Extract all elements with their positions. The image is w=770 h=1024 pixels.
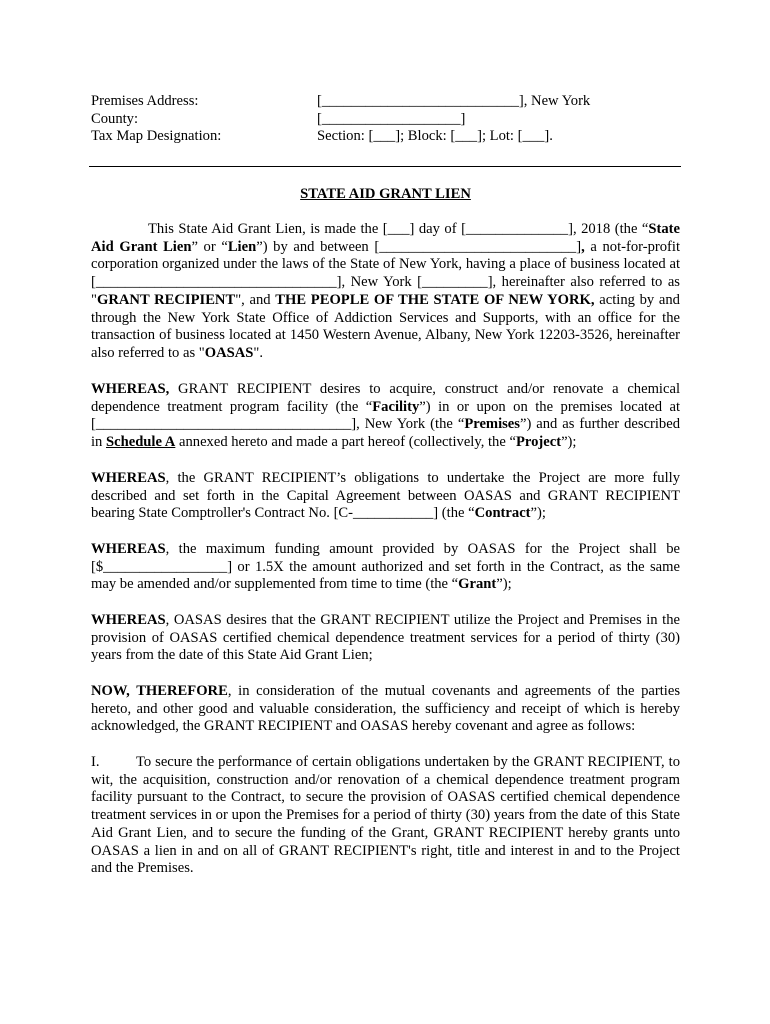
whereas-paragraph-services <box>91 612 680 665</box>
section-one-paragraph <box>91 754 680 878</box>
p3-bold-1: WHEREAS <box>91 470 166 486</box>
p5-bold-1: WHEREAS <box>91 612 166 628</box>
intro-paragraph <box>91 221 680 363</box>
county-row <box>91 111 590 129</box>
p4-bold-2: Grant <box>458 576 497 593</box>
p1-text-7: ". <box>253 344 264 361</box>
p3-text-1: , the GRANT RECIPIENT’s obligations to undertake the Project are more fully described and set forth in the Capital Agreement between OASAS and GRANT RECIPIENT bearing State Comptroller's Contract No. [C-___________] (the “ <box>91 470 680 522</box>
p4-bold-1: WHEREAS <box>91 541 166 557</box>
p3-bold-2: Contract <box>474 505 531 522</box>
taxmap-row <box>91 128 590 146</box>
p1-text-2: ” or “ <box>191 238 228 255</box>
p6-bold-1: NOW, THEREFORE <box>91 683 228 699</box>
whereas-paragraph-grant <box>91 541 680 594</box>
section-number: I. <box>91 754 100 770</box>
p5-text-1: , OASAS desires that the GRANT RECIPIENT utilize the Project and Premises in the provision of OASAS certified chemical dependence treatment services for a period of thirty (30) years from the date of this State Aid Grant Lien; <box>91 612 680 664</box>
county-label: County: <box>91 110 139 127</box>
header-divider <box>89 166 681 167</box>
p2-bold-3: Premises <box>464 416 520 433</box>
p3-text-2: ”); <box>530 505 546 522</box>
p2-bold-4: Project <box>515 434 562 451</box>
p7-text-1: To secure the performance of certain obligations undertaken by the GRANT RECIPIENT, to wit, the acquisition, construction and/or renovation of a chemical dependence treatment program facility pursuant to the Contract, to secure the provision of OASAS certified chemical dependence treatment services in or upon the Premises for a period of thirty (30) years from the date of this State Aid Grant Lien, and to secure the funding of the Grant, GRANT RECIPIENT hereby grants unto OASAS a lien in and on all of GRANT RECIPIENT's right, title and interest in and to the Project and the Premises. <box>91 754 680 877</box>
p1-bold-4: GRANT RECIPIENT <box>96 291 236 308</box>
p4-text-2: ”); <box>496 576 512 593</box>
p1-text-3: ”) by and between [___________________________] <box>256 238 582 255</box>
p4-text-1: , the maximum funding amount provided by OASAS for the Project shall be [$_________________] or 1.5X the amount authorized and set forth in the Contract, as the same may be amended and/or supplemented from time to time (the “ <box>91 541 680 593</box>
p2-text-1: GRANT RECIPIENT desires to acquire, construct and/or renovate a chemical dependence treatment program facility (the “ <box>91 381 680 415</box>
now-therefore-paragraph <box>91 683 680 736</box>
whereas-paragraph-facility <box>91 381 680 452</box>
p1-text-1: This State Aid Grant Lien, is made the [___] day of [______________], 2018 (the “ <box>148 221 649 237</box>
p6-text-1: , in consideration of the mutual covenants and agreements of the parties hereto, and other good and valuable consideration, the sufficiency and receipt of which is hereby acknowledged, the GRANT RECIPIENT and OASAS hereby covenant and agree as follows: <box>91 683 681 735</box>
premises-row <box>91 93 590 111</box>
taxmap-label: Tax Map Designation: <box>91 128 222 145</box>
document-title: STATE AID GRANT LIEN <box>300 186 471 202</box>
p1-text-6: acting by and through the New York State Office of Addiction Services and Supports, with an office for the transaction of business located at 1450 Western Avenue, Albany, New York 12203-3526, hereinafter also referred to as " <box>91 291 680 361</box>
p1-text-5: ", and <box>235 291 276 308</box>
p2-text-2: ”) in or upon on the premises located at [___________________________________], New York (the “ <box>91 398 681 433</box>
p1-bold-6: OASAS <box>204 344 254 361</box>
p2-bold-1: WHEREAS, <box>91 381 170 397</box>
taxmap-value: Section: [___]; Block: [___]; Lot: [___]. <box>317 128 553 145</box>
p1-bold-1: State Aid Grant Lien <box>91 221 680 255</box>
p2-text-4: annexed hereto and made a part hereof (collectively, the “ <box>175 434 516 451</box>
p2-bold-2: Facility <box>372 398 420 415</box>
property-header <box>91 93 590 146</box>
p1-text-4: a not-for-profit corporation organized under the laws of the State of New York, having a place of business located at [_________________________________], New York [_________], hereinafter also referred to as " <box>91 238 680 308</box>
p1-bold-5: THE PEOPLE OF THE STATE OF NEW YORK, <box>275 291 595 308</box>
p2-text-5: ”); <box>561 434 577 451</box>
schedule-a-reference: Schedule A <box>106 434 176 451</box>
whereas-paragraph-contract <box>91 470 680 523</box>
p1-bold-2: Lien <box>227 238 257 255</box>
premises-label: Premises Address: <box>91 93 199 109</box>
p1-bold-3: , <box>581 238 585 255</box>
premises-value: [___________________________], New York <box>317 93 591 109</box>
p2-text-3: ”) and as further described in <box>91 416 680 451</box>
county-value: [___________________] <box>317 110 466 127</box>
